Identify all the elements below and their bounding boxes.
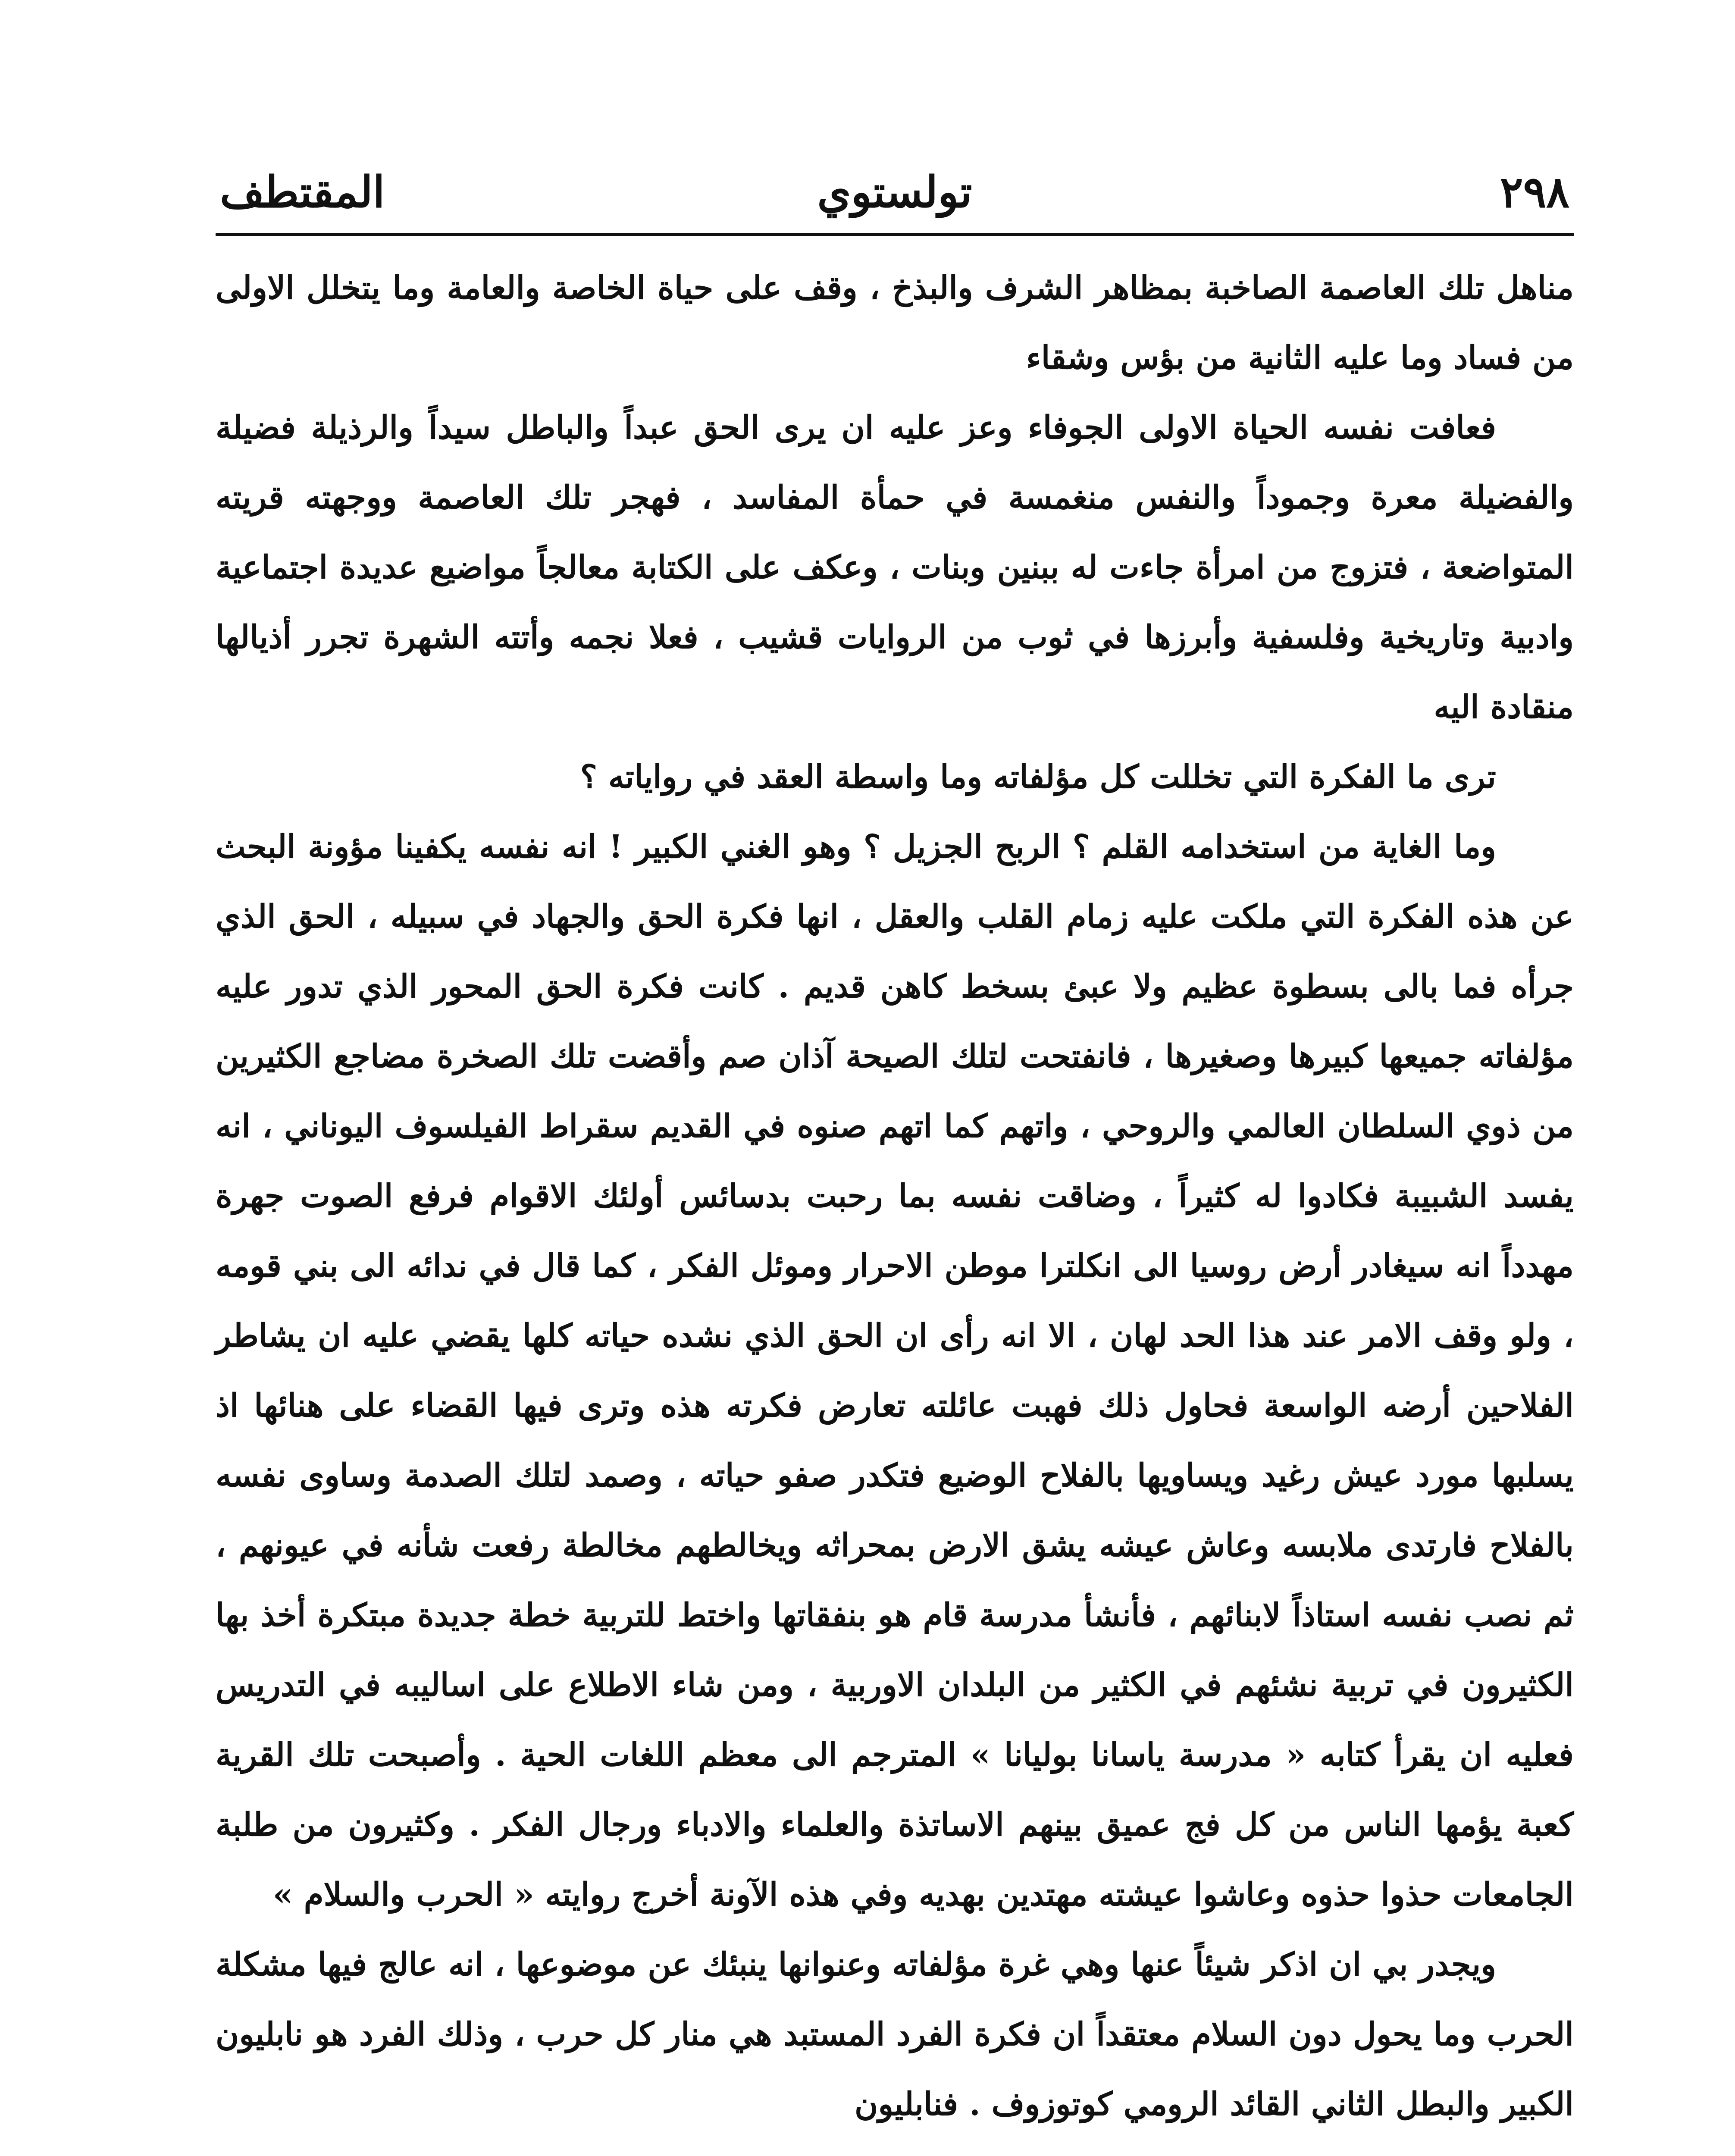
article-body	[216, 253, 1574, 2139]
paragraph-question: ترى ما الفكرة التي تخللت كل مؤلفاته وما واسطة العقد في رواياته ؟	[580, 758, 1496, 796]
paragraph: وما الغاية من استخدامه القلم ؟ الربح الجزيل ؟ وهو الغني الكبير ! انه نفسه يكفينا مؤونة البحث عن هذه الفكرة التي ملكت عليه زمام القلب والعقل ، انها فكرة الحق والجهاد في سبيله ، الحق الذي جرأه فما بالى بسطوة عظيم ولا عبئ بسخط كاهن قديم . كانت فكرة الحق المحور الذي تدور عليه مؤلفاته جميعها كبيرها وصغيرها ، فانفتحت لتلك الصيحة آذان صم وأقضت تلك الصخرة مضاجع الكثيرين من ذوي السلطان العالمي والروحي ، واتهم كما اتهم صنوه في القديم سقراط الفيلسوف اليوناني ، انه يفسد الشبيبة فكادوا له كثيراً ، وضاقت نفسه بما رحبت بدسائس أولئك الاقوام فرفع الصوت جهرة مهدداً انه سيغادر أرض روسيا الى انكلترا موطن الاحرار وموئل الفكر ، كما قال في ندائه الى بني قومه ، ولو وقف الامر عند هذا الحد لهان ، الا انه رأى ان الحق الذي نشده حياته كلها يقضي عليه ان يشاطر الفلاحين أرضه الواسعة فحاول ذلك فهبت عائلته تعارض فكرته هذه وترى فيها القضاء على هنائها اذ يسلبها مورد عيش رغيد ويساويها بالفلاح الوضيع فتكدر صفو حياته ، وصمد لتلك الصدمة وساوى نفسه بالفلاح فارتدى ملابسه وعاش عيشه يشق الارض بمحراثه ويخالطهم مخالطة رفعت شأنه في عيونهم ، ثم نصب نفسه استاذاً لابنائهم ، فأنشأ مدرسة قام هو بنفقاتها واختط للتربية خطة جديدة مبتكرة أخذ بها الكثيرون في تربية نشئهم في الكثير من البلدان الاوربية ، ومن شاء الاطلاع على اساليبه في التدريس فعليه ان يقرأ كتابه « مدرسة ياسانا بوليانا » المترجم الى معظم اللغات الحية . وأصبحت تلك القرية كعبة يؤمها الناس من كل فج عميق بينهم الاساتذة والعلماء والادباء ورجال الفكر . وكثيرون من طلبة الجامعات حذوا حذوه وعاشوا عيشته مهتدين بهديه وفي هذه الآونة أخرج روايته « الحرب والسلام »	[216, 828, 1574, 1913]
paragraph: فعافت نفسه الحياة الاولى الجوفاء وعز عليه ان يرى الحق عبداً والباطل سيداً والرذيلة فضيلة والفضيلة معرة وجموداً والنفس منغمسة في حمأة المفاسد ، فهجر تلك العاصمة ووجهته قريته المتواضعة ، فتزوج من امرأة جاءت له ببنين وبنات ، وعكف على الكتابة معالجاً مواضيع عديدة اجتماعية وادبية وتاريخية وفلسفية وأبرزها في ثوب من الروايات قشيب ، فعلا نجمه وأتته الشهرة تجرر أذيالها منقادة اليه	[216, 409, 1574, 726]
paragraph-continuation: مناهل تلك العاصمة الصاخبة بمظاهر الشرف والبذخ ، وقف على حياة الخاصة والعامة وما يتخلل الاولى من فساد وما عليه الثانية من بؤس وشقاء	[216, 270, 1574, 376]
page-number: ٢٩٨	[1500, 166, 1569, 217]
article-title: تولستوي	[817, 166, 972, 217]
document-page	[216, 155, 1574, 2156]
paragraph: ويجدر بي ان اذكر شيئاً عنها وهي غرة مؤلفاته وعنوانها ينبئك عن موضوعها ، انه عالج فيها مشكلة الحرب وما يحول دون السلام معتقداً ان فكرة الفرد المستبد هي منار كل حرب ، وذلك الفرد هو نابليون الكبير والبطل الثاني القائد الرومي كوتوزوف . فنابليون	[216, 1946, 1574, 2123]
running-header	[216, 155, 1574, 229]
header-rule	[216, 233, 1574, 236]
journal-name: المقتطف	[220, 166, 385, 217]
